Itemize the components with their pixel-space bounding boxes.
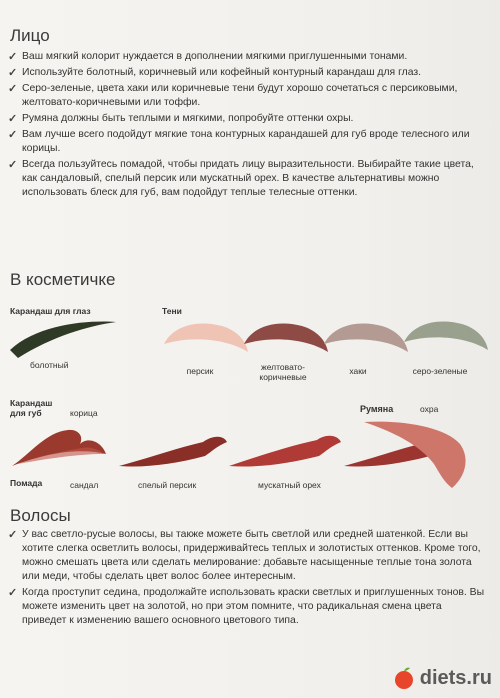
eye-pencil-name: болотный [30,360,69,370]
checkmark-icon: ✓ [8,529,18,541]
shadow-name-gray-green: серо-зеленые [412,366,468,376]
checkmark-icon: ✓ [8,83,18,95]
face-list [6,50,486,202]
list-item: ✓ Румяна должны быть теплыми и мягкими, попробуйте оттенки охры. [8,113,354,125]
lip-pencil-swatch [10,424,110,468]
lipstick-swatch-ripe-peach [225,430,345,470]
list-item: ✓ Когда проступит седина, продолжайте использовать краски светлых и приглушенных тонов. Вы можете изменить цвет на золотой, но при этом помните, что радикальная смена цвета приведет к изменению вашего основного цветового типа. [8,587,485,626]
section-title-cosmetics: В косметичке [10,270,116,289]
lipstick-swatch-sandal [115,430,230,470]
lip-pencil-heading: Карандаш для губ [10,398,53,418]
shadow-name-yellow-brown: желтовато-коричневые [259,362,307,382]
lipstick-name-sandal: сандал [70,480,99,490]
lipstick-name-ripe-peach: спелый персик [138,480,197,490]
shadow-swatch-khaki [320,320,410,358]
list-item: ✓ Ваш мягкий колорит нуждается в дополнении мягкими приглушенными тонами. [8,51,408,63]
list-item: ✓ Серо-зеленые, цвета хаки или коричневые тени будут хорошо сочетаться с персиковыми, желтовато-коричневыми или тоффи. [8,83,458,108]
eye-pencil-swatch [8,318,118,358]
checkmark-icon: ✓ [8,51,18,63]
lip-pencil-name: корица [70,408,98,418]
list-item: ✓ Используйте болотный, коричневый или кофейный контурный карандаш для глаз. [8,67,422,79]
shadow-name-peach: персик [186,366,214,376]
shadow-swatch-peach [160,320,250,358]
watermark [392,666,492,690]
section-title-hair: Волосы [10,506,71,525]
watermark-text: diets.ru [419,666,492,689]
eye-pencil-heading: Карандаш для глаз [10,306,91,316]
lipstick-name-nutmeg: мускатный орех [258,480,321,490]
blush-swatch [360,418,470,494]
checkmark-icon: ✓ [8,113,18,125]
list-item: ✓ У вас светло-русые волосы, вы также можете быть светлой или средней шатенкой. Если вы хотите слегка осветлить волосы, придерживайтесь теплых и золотистых оттенков. Кроме того, можно смешать цвета или сделать мелирование: добавьте насыщенные теплые тона золота или меди, чтобы сделать цвет волос более интересным. [8,529,481,582]
checkmark-icon: ✓ [8,587,18,599]
list-item: ✓ Вам лучше всего подойдут мягкие тона контурных карандашей для губ вроде телесного или корицы. [8,129,470,154]
blush-heading: Румяна [360,404,394,414]
checkmark-icon: ✓ [8,129,18,141]
apple-icon [392,666,416,690]
list-item: ✓ Всегда пользуйтесь помадой, чтобы придать лицу выразительности. Выбирайте такие цвета, как сандаловый, спелый персик или мускатный орех. В качестве альтернативы можно использовать блеск для губ, вам подойдут теплые телесные оттенки. [8,159,474,198]
shadow-swatch-gray-green [400,318,490,356]
blush-name: охра [420,404,439,414]
section-title-face: Лицо [10,26,50,45]
shadows-heading: Тени [162,306,182,316]
checkmark-icon: ✓ [8,67,18,79]
hair-list [6,528,486,630]
shadow-swatch-yellow-brown [240,320,330,358]
lipstick-heading: Помада [10,478,43,488]
checkmark-icon: ✓ [8,159,18,171]
shadow-name-khaki: хаки [349,366,367,376]
